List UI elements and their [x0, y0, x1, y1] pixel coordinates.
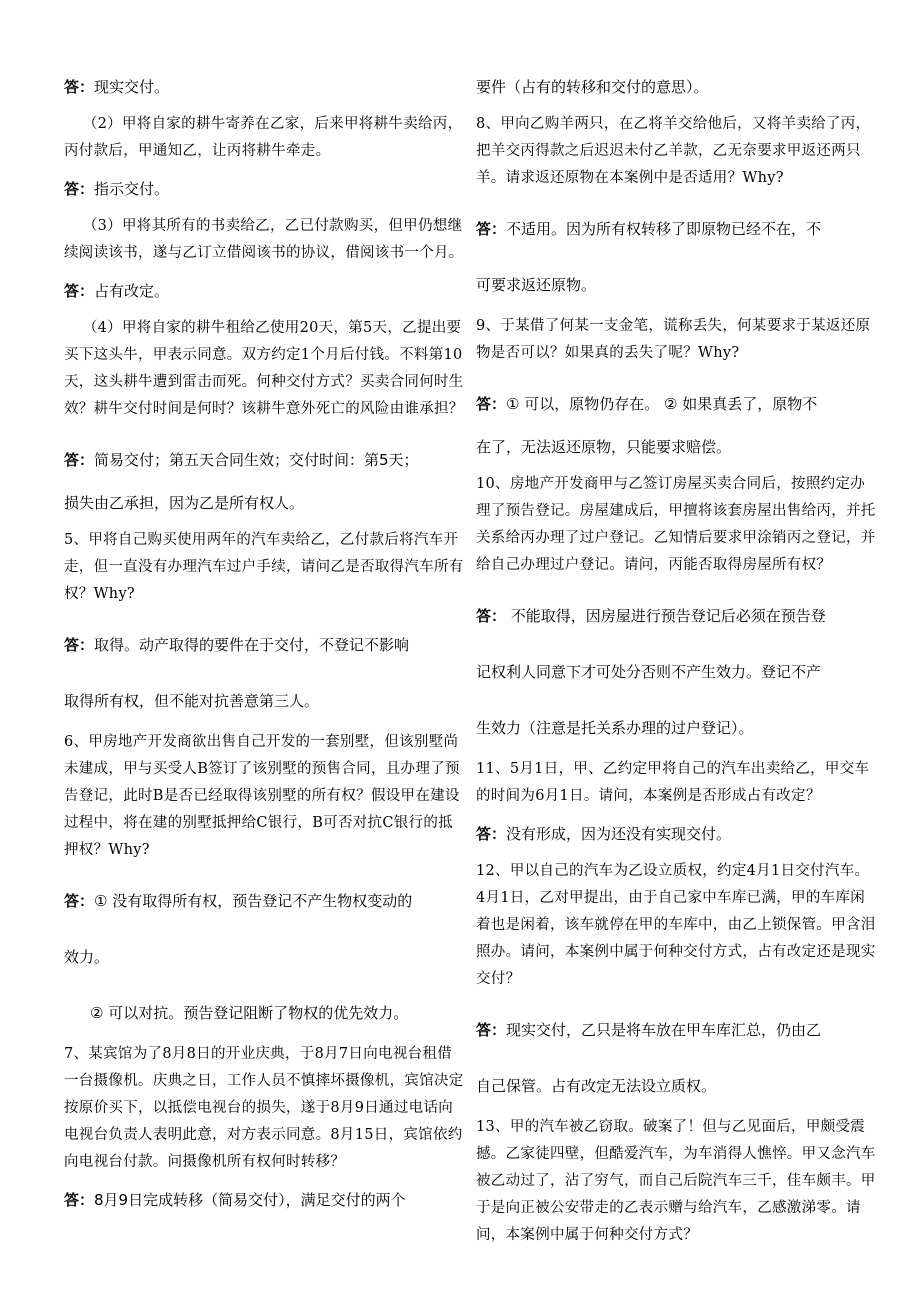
answer-5-continued: 取得所有权，但不能对抗善意第三人。 [64, 692, 320, 710]
answer-label: 答： [64, 282, 95, 300]
answer-4 [64, 432, 464, 488]
answer-label: 答： [476, 220, 507, 238]
answer-2 [64, 174, 464, 205]
question-3: （3）甲将其所有的书卖给乙，乙已付款购买，但甲仍想继续阅读该书，遂与乙订立借阅该书的协议，借阅该书一个月。 [64, 218, 464, 261]
left-column [64, 72, 464, 1224]
answer-text: ① 可以，原物仍存在。 ② 如果真丢了，原物不 [506, 395, 818, 413]
answer-label: 答： [64, 1191, 95, 1209]
answer-8-continued: 可要求返还原物。 [476, 276, 597, 294]
answer-text: 取得。动产取得的要件在于交付，不登记不影响 [94, 636, 410, 654]
answer-text: ① 没有取得所有权，预告登记不产生物权变动的 [94, 892, 413, 910]
answer-6 [64, 873, 464, 929]
answer-3 [64, 276, 464, 307]
answer-text: 简易交付；第五天合同生效；交付时间：第5天； [94, 451, 419, 469]
question-4: （4）甲将自家的耕牛租给乙使用20天，第5天，乙提出要买下这头牛，甲表示同意。双方约定1个月后付钱。不料第10天，这头耕牛遭到雷击而死。何种交付方式？买卖合同何时生效？耕牛交付时间是何时？该耕牛意外死亡的风险由谁承担？ [64, 320, 464, 417]
answer-4-continued: 损失由乙承担，因为乙是所有权人。 [64, 494, 305, 512]
answer-label: 答： [476, 825, 507, 843]
answer-10-continued-2: 生效力（注意是托关系办理的过户登记）。 [476, 719, 754, 737]
question-11: 11、5月1日，甲、乙约定甲将自己的汽车出卖给乙，甲交车的时间为6月1日。请问，本案例是否形成占有改定？ [476, 761, 870, 804]
answer-label: 答： [64, 451, 95, 469]
answer-5 [64, 617, 464, 673]
answer-6-continued: 效力。 [64, 948, 110, 966]
answer-7-continued: 要件（占有的转移和交付的意思）。 [476, 78, 709, 96]
answer-6-sub: ② 可以对抗。预告登记阻断了物权的优先效力。 [90, 1004, 409, 1022]
answer-label: 答： [476, 1021, 507, 1039]
answer-9 [476, 376, 876, 432]
answer-label: 答： [64, 636, 95, 654]
question-7: 7、某宾馆为了8月8日的开业庆典，于8月7日向电视台租借一台摄像机。庆典之日，工作人员不慎摔坏摄像机，宾馆决定按原价买下，以抵偿电视台的损失，遂于8月9日通过电话向电视台负责人表明此意，对方表示同意。8月15日，宾馆依约向电视台付款。问摄像机所有权何时转移？ [64, 1046, 464, 1170]
question-13: 13、甲的汽车被乙窃取。破案了！但与乙见面后，甲颇受震撼。乙家徒四壁，但酷爱汽车，为车消得人憔悴。甲又念汽车被乙动过了，沾了穷气，而自己后院汽车三千，佳车颇丰。甲于是向正被公安带走的乙表示赠与给汽车，乙感激涕零。请问，本案例中属于何种交付方式？ [476, 1119, 876, 1243]
answer-1 [64, 72, 464, 103]
answer-text: 没有形成，因为还没有实现交付。 [506, 825, 732, 843]
answer-text: 现实交付。 [94, 78, 170, 96]
answer-12 [476, 1002, 876, 1058]
answer-10 [476, 588, 876, 644]
question-2: （2）甲将自家的耕牛寄养在乙家，后来甲将耕牛卖给丙，丙付款后，甲通知乙，让丙将耕牛牵走。 [64, 116, 463, 159]
answer-text: 不能取得，因房屋进行预告登记后必须在预告登 [506, 607, 826, 625]
answer-label: 答： [64, 78, 95, 96]
answer-9-continued: 在了，无法返还原物，只能要求赔偿。 [476, 438, 732, 456]
answer-text: 不适用。因为所有权转移了即原物已经不在，不 [506, 220, 822, 238]
answer-label: 答： [476, 607, 507, 625]
question-8: 8、甲向乙购羊两只，在乙将羊交给他后，又将羊卖给了丙，把羊交丙得款之后迟迟未付乙羊款，乙无奈要求甲返还两只羊。请求返还原物在本案例中是否适用？Why? [476, 116, 871, 186]
question-9: 9、于某借了何某一支金笔，谎称丢失，何某要求于某返还原物是否可以？如果真的丢失了呢？Why? [476, 318, 871, 361]
question-6: 6、甲房地产开发商欲出售自己开发的一套别墅，但该别墅尚未建成，甲与买受人B签订了该别墅的预售合同，且办理了预告登记，此时B是否已经取得该别墅的所有权？假设甲在建设过程中，将在建的别墅抵押给C银行，B可否对抗C银行的抵押权？Why? [64, 734, 460, 858]
answer-8 [476, 201, 876, 257]
answer-text: 现实交付，乙只是将车放在甲车库汇总，仍由乙 [506, 1021, 822, 1039]
answer-label: 答： [476, 395, 507, 413]
right-column [476, 72, 876, 1258]
question-12: 12、甲以自己的汽车为乙设立质权，约定4月1日交付汽车。4月1日，乙对甲提出，由于自己家中车库已满，甲的车库闲着也是闲着，该车就停在甲的车库中，由乙上锁保管。甲含泪照办。请问，本案例中属于何种交付方式，占有改定还是现实交付？ [476, 863, 876, 987]
answer-7 [64, 1185, 464, 1216]
answer-text: 8月9日完成转移（简易交付），满足交付的两个 [94, 1191, 406, 1209]
answer-label: 答： [64, 892, 95, 910]
answer-12-continued: 自己保管。占有改定无法设立质权。 [476, 1077, 717, 1095]
answer-text: 占有改定。 [94, 282, 170, 300]
answer-10-continued: 记权利人同意下才可处分否则不产生效力。登记不产 [476, 663, 822, 681]
question-10: 10、房地产开发商甲与乙签订房屋买卖合同后，按照约定办理了预告登记。房屋建成后，甲擅将该套房屋出售给丙，并托关系给丙办理了过户登记。乙知情后要求甲涂销丙之登记，并给自己办理过户登记。请问，丙能否取得房屋所有权？ [476, 476, 876, 573]
answer-11 [476, 819, 876, 850]
answer-text: 指示交付。 [94, 180, 170, 198]
question-5: 5、甲将自己购买使用两年的汽车卖给乙，乙付款后将汽车开走，但一直没有办理汽车过户手续，请问乙是否取得汽车所有权？Why? [64, 532, 464, 602]
answer-label: 答： [64, 180, 95, 198]
